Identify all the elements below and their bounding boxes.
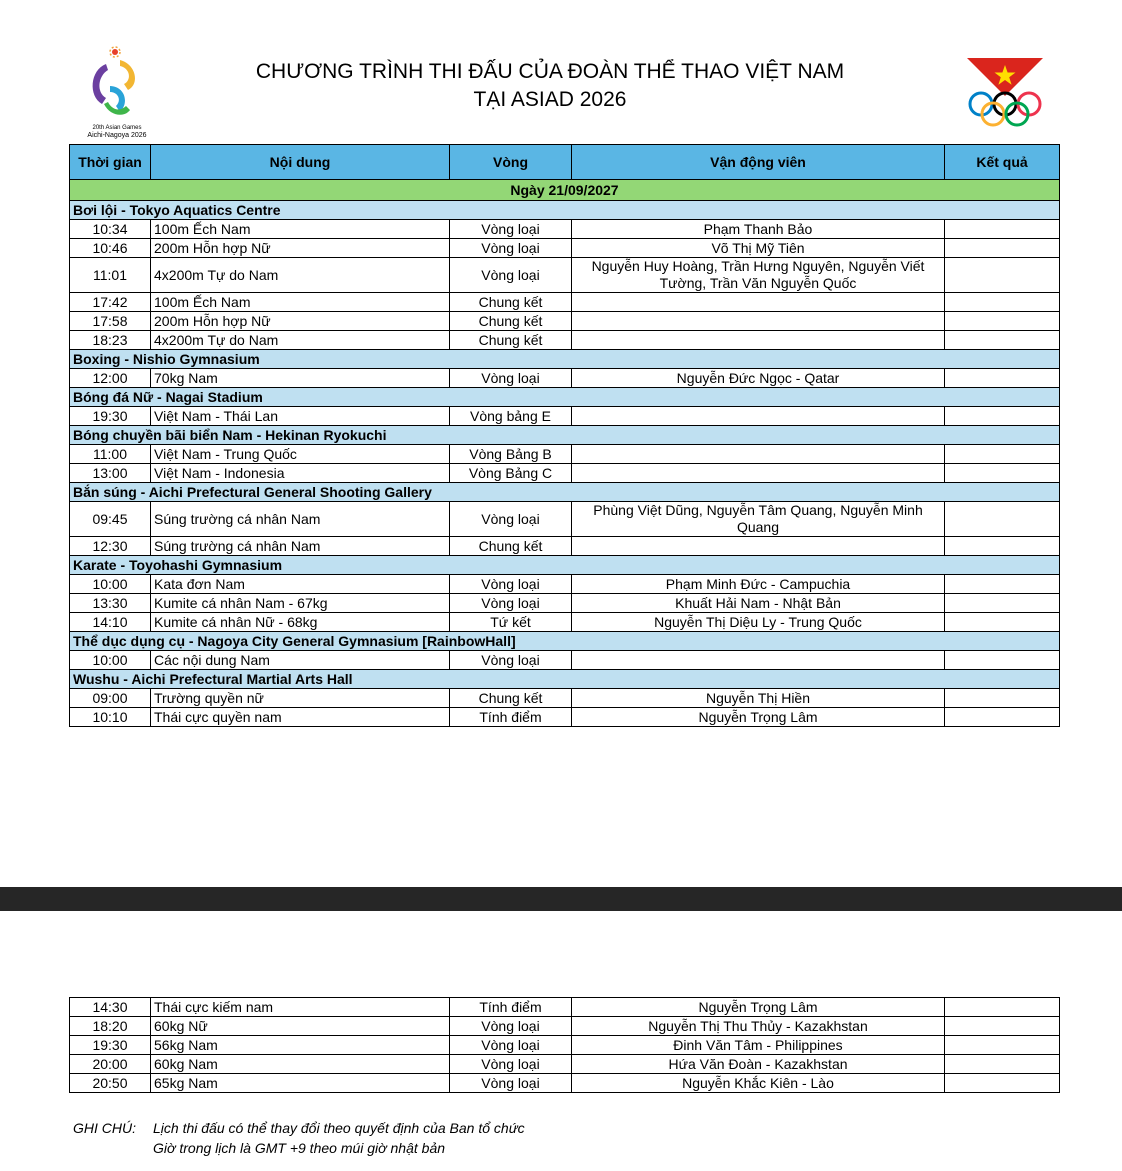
athlete-cell: Nguyễn Thị Thu Thủy - Kazakhstan [572, 1017, 945, 1036]
venue-label: Bóng chuyền bãi biển Nam - Hekinan Ryokuchi [70, 426, 1060, 445]
event-cell: 60kg Nam [151, 1055, 450, 1074]
event-cell: 70kg Nam [151, 369, 450, 388]
table-row [70, 1074, 1060, 1093]
round-cell: Vòng loại [450, 258, 572, 293]
table-row [70, 407, 1060, 426]
venue-row [70, 426, 1060, 445]
table-row [70, 220, 1060, 239]
column-header-event: Nội dung [151, 145, 450, 180]
result-cell [945, 613, 1060, 632]
table-row [70, 1055, 1060, 1074]
round-cell: Vòng loại [450, 502, 572, 537]
athlete-cell: Nguyễn Thị Hiền [572, 689, 945, 708]
venue-label: Wushu - Aichi Prefectural Martial Arts Hall [70, 670, 1060, 689]
table-row [70, 331, 1060, 350]
event-cell: Trường quyền nữ [151, 689, 450, 708]
event-cell: Việt Nam - Trung Quốc [151, 445, 450, 464]
round-cell: Chung kết [450, 312, 572, 331]
time-cell: 10:10 [70, 708, 151, 727]
table-row [70, 594, 1060, 613]
athlete-cell: Phạm Minh Đức - Campuchia [572, 575, 945, 594]
athlete-cell: Nguyễn Thị Diệu Ly - Trung Quốc [572, 613, 945, 632]
result-cell [945, 1036, 1060, 1055]
round-cell: Chung kết [450, 537, 572, 556]
venue-row [70, 556, 1060, 575]
venue-label: Thể dục dụng cụ - Nagoya City General Gymnasium [RainbowHall] [70, 632, 1060, 651]
event-cell: 100m Ếch Nam [151, 220, 450, 239]
result-cell [945, 998, 1060, 1017]
time-cell: 17:58 [70, 312, 151, 331]
time-cell: 18:23 [70, 331, 151, 350]
event-cell: 200m Hỗn hợp Nữ [151, 239, 450, 258]
time-cell: 10:46 [70, 239, 151, 258]
notes [73, 1120, 525, 1156]
logo-caption-games: 20th Asian Games [92, 125, 142, 131]
result-cell [945, 258, 1060, 293]
time-cell: 10:00 [70, 651, 151, 670]
event-cell: Việt Nam - Indonesia [151, 464, 450, 483]
event-cell: 4x200m Tự do Nam [151, 331, 450, 350]
result-cell [945, 464, 1060, 483]
table-row [70, 689, 1060, 708]
athlete-cell [572, 651, 945, 670]
round-cell: Vòng loại [450, 1036, 572, 1055]
athlete-cell: Hứa Văn Đoàn - Kazakhstan [572, 1055, 945, 1074]
time-cell: 09:45 [70, 502, 151, 537]
round-cell: Vòng Bảng B [450, 445, 572, 464]
note-line-2: Giờ trong lịch là GMT +9 theo múi giờ nhật bản [153, 1140, 446, 1156]
athlete-cell: Phùng Việt Dũng, Nguyễn Tâm Quang, Nguyễn Minh Quang [572, 502, 945, 537]
result-cell [945, 312, 1060, 331]
table-row [70, 239, 1060, 258]
event-cell: Súng trường cá nhân Nam [151, 537, 450, 556]
round-cell: Vòng Bảng C [450, 464, 572, 483]
table-row [70, 1017, 1060, 1036]
athlete-cell: Nguyễn Huy Hoàng, Trần Hưng Nguyên, Nguyễn Viết Tường, Trần Văn Nguyễn Quốc [572, 258, 945, 293]
time-cell: 13:30 [70, 594, 151, 613]
venue-row [70, 483, 1060, 502]
event-cell: Các nội dung Nam [151, 651, 450, 670]
event-cell: Việt Nam - Thái Lan [151, 407, 450, 426]
athlete-cell [572, 407, 945, 426]
athlete-cell [572, 445, 945, 464]
notes-label: GHI CHÚ: [73, 1120, 136, 1136]
table-row [70, 502, 1060, 537]
venue-label: Bơi lội - Tokyo Aquatics Centre [70, 201, 1060, 220]
event-cell: 56kg Nam [151, 1036, 450, 1055]
round-cell: Tính điểm [450, 708, 572, 727]
athlete-cell: Đinh Văn Tâm - Philippines [572, 1036, 945, 1055]
venue-row [70, 632, 1060, 651]
event-cell: 100m Ếch Nam [151, 293, 450, 312]
time-cell: 20:00 [70, 1055, 151, 1074]
result-cell [945, 220, 1060, 239]
result-cell [945, 1055, 1060, 1074]
athlete-cell [572, 312, 945, 331]
venue-label: Boxing - Nishio Gymnasium [70, 350, 1060, 369]
athlete-cell: Khuất Hải Nam - Nhật Bản [572, 594, 945, 613]
table-row [70, 369, 1060, 388]
table-row [70, 613, 1060, 632]
round-cell: Vòng loại [450, 239, 572, 258]
asian-games-logo [80, 46, 160, 142]
venue-row [70, 350, 1060, 369]
time-cell: 19:30 [70, 407, 151, 426]
document-header [0, 0, 1122, 144]
column-header-time: Thời gian [70, 145, 151, 180]
event-cell: 65kg Nam [151, 1074, 450, 1093]
round-cell: Vòng loại [450, 1055, 572, 1074]
event-cell: 4x200m Tự do Nam [151, 258, 450, 293]
result-cell [945, 689, 1060, 708]
column-header-athlete: Vận động viên [572, 145, 945, 180]
table-row [70, 998, 1060, 1017]
venue-label: Karate - Toyohashi Gymnasium [70, 556, 1060, 575]
event-cell: Kumite cá nhân Nam - 67kg [151, 594, 450, 613]
table-row [70, 708, 1060, 727]
venue-row [70, 388, 1060, 407]
table-header-row [70, 145, 1060, 180]
time-cell: 18:20 [70, 1017, 151, 1036]
event-cell: Kumite cá nhân Nữ - 68kg [151, 613, 450, 632]
round-cell: Tính điểm [450, 998, 572, 1017]
table-row [70, 1036, 1060, 1055]
venue-label: Bóng đá Nữ - Nagai Stadium [70, 388, 1060, 407]
athlete-cell: Phạm Thanh Bảo [572, 220, 945, 239]
result-cell [945, 594, 1060, 613]
result-cell [945, 239, 1060, 258]
day-label: Ngày 21/09/2027 [70, 180, 1060, 201]
result-cell [945, 537, 1060, 556]
venue-row [70, 201, 1060, 220]
time-cell: 09:00 [70, 689, 151, 708]
event-cell: 200m Hỗn hợp Nữ [151, 312, 450, 331]
time-cell: 11:01 [70, 258, 151, 293]
table-row [70, 537, 1060, 556]
vietnam-olympic-logo [965, 56, 1047, 128]
logo-caption-city: Aichi-Nagoya 2026 [87, 132, 147, 139]
round-cell: Chung kết [450, 331, 572, 350]
round-cell: Vòng loại [450, 1017, 572, 1036]
page-break-divider [0, 887, 1122, 911]
round-cell: Vòng loại [450, 220, 572, 239]
note-line-1: Lịch thi đấu có thể thay đổi theo quyết định của Ban tổ chức [153, 1120, 525, 1136]
athlete-cell: Nguyễn Đức Ngọc - Qatar [572, 369, 945, 388]
athlete-cell: Nguyễn Trọng Lâm [572, 708, 945, 727]
round-cell: Vòng loại [450, 575, 572, 594]
column-header-round: Vòng [450, 145, 572, 180]
result-cell [945, 651, 1060, 670]
day-row [70, 180, 1060, 201]
table-row [70, 575, 1060, 594]
table-row [70, 651, 1060, 670]
result-cell [945, 445, 1060, 464]
time-cell: 12:30 [70, 537, 151, 556]
page-title: CHƯƠNG TRÌNH THI ĐẤU CỦA ĐOÀN THỂ THAO VIỆT NAM [255, 60, 845, 83]
table-row [70, 312, 1060, 331]
time-cell: 14:10 [70, 613, 151, 632]
event-cell: Súng trường cá nhân Nam [151, 502, 450, 537]
athlete-cell [572, 331, 945, 350]
event-cell: Thái cực kiếm nam [151, 998, 450, 1017]
event-cell: 60kg Nữ [151, 1017, 450, 1036]
round-cell: Chung kết [450, 689, 572, 708]
result-cell [945, 502, 1060, 537]
athlete-cell [572, 537, 945, 556]
result-cell [945, 293, 1060, 312]
table-row [70, 258, 1060, 293]
table-row [70, 293, 1060, 312]
athlete-cell [572, 293, 945, 312]
time-cell: 11:00 [70, 445, 151, 464]
result-cell [945, 369, 1060, 388]
athlete-cell: Nguyễn Khắc Kiên - Lào [572, 1074, 945, 1093]
round-cell: Chung kết [450, 293, 572, 312]
time-cell: 10:00 [70, 575, 151, 594]
result-cell [945, 407, 1060, 426]
result-cell [945, 1017, 1060, 1036]
time-cell: 20:50 [70, 1074, 151, 1093]
event-cell: Kata đơn Nam [151, 575, 450, 594]
time-cell: 13:00 [70, 464, 151, 483]
table-row [70, 464, 1060, 483]
schedule-table-continued [69, 997, 1060, 1093]
time-cell: 10:34 [70, 220, 151, 239]
result-cell [945, 331, 1060, 350]
result-cell [945, 575, 1060, 594]
athlete-cell: Võ Thị Mỹ Tiên [572, 239, 945, 258]
time-cell: 12:00 [70, 369, 151, 388]
round-cell: Vòng bảng E [450, 407, 572, 426]
venue-row [70, 670, 1060, 689]
time-cell: 14:30 [70, 998, 151, 1017]
round-cell: Tứ kết [450, 613, 572, 632]
column-header-result: Kết quả [945, 145, 1060, 180]
round-cell: Vòng loại [450, 594, 572, 613]
athlete-cell [572, 464, 945, 483]
page-subtitle: TẠI ASIAD 2026 [473, 88, 627, 111]
venue-label: Bắn súng - Aichi Prefectural General Shooting Gallery [70, 483, 1060, 502]
round-cell: Vòng loại [450, 651, 572, 670]
result-cell [945, 1074, 1060, 1093]
athlete-cell: Nguyễn Trọng Lâm [572, 998, 945, 1017]
round-cell: Vòng loại [450, 1074, 572, 1093]
schedule-table [69, 144, 1060, 727]
event-cell: Thái cực quyền nam [151, 708, 450, 727]
time-cell: 19:30 [70, 1036, 151, 1055]
time-cell: 17:42 [70, 293, 151, 312]
table-row [70, 445, 1060, 464]
round-cell: Vòng loại [450, 369, 572, 388]
result-cell [945, 708, 1060, 727]
